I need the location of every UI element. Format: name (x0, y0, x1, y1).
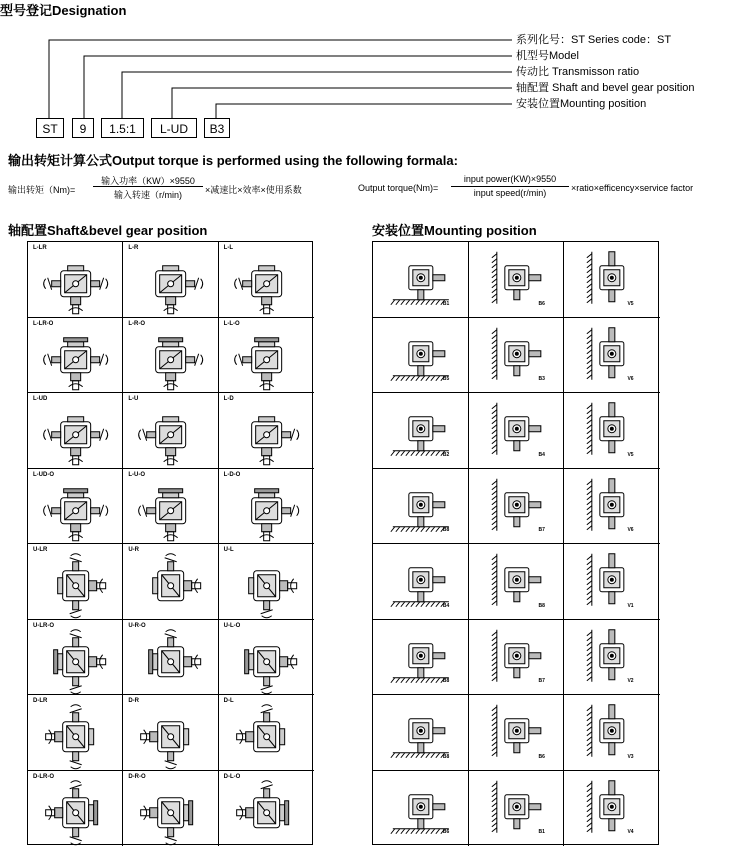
mounting-position-cell (469, 771, 565, 846)
mounting-position-cell (564, 242, 660, 318)
mounted-gearbox-icon (373, 469, 469, 545)
mounted-gearbox-icon (469, 771, 565, 846)
shaft-section-title: 轴配置Shaft&bevel gear position (8, 220, 207, 239)
gearbox-diagram-icon (219, 620, 314, 696)
shaft-config-label: L-LR-O (33, 321, 53, 327)
shaft-config-label: U-L (224, 547, 234, 553)
mounted-gearbox-icon (373, 620, 469, 696)
gearbox-diagram-icon (219, 318, 314, 394)
mounting-code-label: V5 (627, 301, 633, 307)
shaft-config-cell (28, 620, 123, 696)
mounted-gearbox-icon (469, 620, 565, 696)
shaft-config-label: L-U-O (128, 472, 145, 478)
series-code-box: ST (36, 118, 64, 138)
mounting-position-cell (564, 620, 660, 696)
mounting-code-label: B8 (443, 678, 449, 684)
mounted-gearbox-icon (564, 544, 660, 620)
mounting-code-label: V3 (627, 754, 633, 760)
en-fraction-line (451, 186, 569, 187)
mounting-position-cell (373, 544, 469, 620)
gearbox-diagram-icon (219, 771, 314, 846)
gearbox-diagram-icon (28, 771, 123, 846)
cn-formula-numerator: 输入功率（KW）×9550 (93, 174, 203, 187)
mounted-gearbox-icon (373, 242, 469, 318)
cn-fraction-line (93, 186, 203, 187)
shaft-config-cell (219, 318, 314, 394)
mounting-code-label: V5 (627, 452, 633, 458)
mounted-gearbox-icon (373, 771, 469, 846)
mounting-position-cell (469, 393, 565, 469)
shaft-config-label: D-R-O (128, 774, 145, 780)
mounting-code-label: B1 (538, 829, 544, 835)
gearbox-diagram-icon (123, 318, 218, 394)
mounted-gearbox-icon (564, 318, 660, 394)
gearbox-diagram-icon (123, 771, 218, 846)
model-code-box: 9 (72, 118, 94, 138)
mounting-position-cell (373, 620, 469, 696)
mounting-code-label: V6 (627, 376, 633, 382)
shaft-config-label: U-R (128, 547, 139, 553)
ratio-code-box: 1.5:1 (101, 118, 144, 138)
mounting-position-cell (373, 242, 469, 318)
shaft-config-label: U-LR (33, 547, 47, 553)
mounted-gearbox-icon (469, 393, 565, 469)
gearbox-diagram-icon (28, 544, 123, 620)
gearbox-diagram-icon (219, 469, 314, 545)
gearbox-diagram-icon (28, 620, 123, 696)
mounting-code-label: B4 (538, 452, 544, 458)
mounting-position-cell (564, 771, 660, 846)
shaft-code-box: L-UD (151, 118, 197, 138)
gearbox-diagram-icon (123, 242, 218, 318)
mounting-position-grid (372, 241, 659, 845)
shaft-config-cell (123, 318, 218, 394)
mounting-code-label: B1 (443, 301, 449, 307)
mounted-gearbox-icon (469, 544, 565, 620)
shaft-config-cell (28, 544, 123, 620)
mounting-position-cell (373, 393, 469, 469)
mounting-position-cell (564, 544, 660, 620)
mounted-gearbox-icon (469, 242, 565, 318)
shaft-config-label: L-U (128, 396, 138, 402)
designation-title: 型号登记Designation (0, 0, 126, 19)
shaft-config-label: L-R (128, 245, 138, 251)
mounted-gearbox-icon (373, 695, 469, 771)
mounted-gearbox-icon (373, 318, 469, 394)
mounted-gearbox-icon (564, 242, 660, 318)
gearbox-diagram-icon (28, 318, 123, 394)
gearbox-diagram-icon (123, 620, 218, 696)
mounting-position-cell (469, 469, 565, 545)
shaft-config-cell (219, 544, 314, 620)
mounting-position-cell (564, 469, 660, 545)
mounting-code-label: B5 (443, 376, 449, 382)
shaft-config-label: L-R-O (128, 321, 145, 327)
gearbox-diagram-icon (123, 393, 218, 469)
shaft-config-label: L-LR (33, 245, 47, 251)
mounting-code-label: B8 (443, 527, 449, 533)
shaft-config-label: L-UD (33, 396, 47, 402)
shaft-config-cell (123, 242, 218, 318)
shaft-config-label: U-L-O (224, 623, 241, 629)
mounted-gearbox-icon (564, 620, 660, 696)
shaft-config-cell (28, 469, 123, 545)
shaft-config-cell (219, 393, 314, 469)
gearbox-diagram-icon (219, 393, 314, 469)
mounting-position-cell (469, 318, 565, 394)
mounting-code-label: B7 (538, 678, 544, 684)
mounted-gearbox-icon (564, 393, 660, 469)
mounting-position-cell (469, 242, 565, 318)
en-formula-denominator: input speed(r/min) (451, 188, 569, 198)
mounting-position-label: 安装位置Mounting position (516, 98, 646, 110)
shaft-config-label: L-L-O (224, 321, 240, 327)
mounted-gearbox-icon (564, 469, 660, 545)
shaft-config-cell (219, 695, 314, 771)
shaft-position-label: 轴配置 Shaft and bevel gear position (516, 82, 695, 94)
shaft-config-cell (219, 242, 314, 318)
shaft-config-label: D-R (128, 698, 139, 704)
shaft-config-cell (28, 318, 123, 394)
gearbox-diagram-icon (28, 242, 123, 318)
mounting-code-label: B6 (538, 754, 544, 760)
mounted-gearbox-icon (564, 695, 660, 771)
shaft-config-label: D-LR (33, 698, 47, 704)
model-label: 机型号Model (516, 50, 579, 62)
mounting-code-label: B8 (443, 754, 449, 760)
mounting-code-label: B2 (443, 452, 449, 458)
mounting-position-cell (469, 544, 565, 620)
shaft-position-grid (27, 241, 313, 845)
mounting-code-label: B6 (538, 301, 544, 307)
shaft-config-label: L-UD-O (33, 472, 54, 478)
gearbox-diagram-icon (28, 393, 123, 469)
mounting-code-label: V2 (627, 678, 633, 684)
mounting-position-cell (373, 771, 469, 846)
cn-formula-prefix: 输出转矩（Nm)= (8, 183, 75, 196)
mounting-code-label: B3 (538, 376, 544, 382)
mounting-code-label: V1 (627, 603, 633, 609)
mounting-position-cell (373, 695, 469, 771)
gearbox-diagram-icon (219, 695, 314, 771)
shaft-config-label: L-D (224, 396, 234, 402)
mounting-code-label: V4 (627, 829, 633, 835)
formula-title: 输出转矩计算公式Output torque is performed using the following formala: (8, 150, 458, 169)
shaft-config-label: D-L-O (224, 774, 241, 780)
mounting-position-cell (469, 620, 565, 696)
shaft-config-label: L-D-O (224, 472, 241, 478)
en-formula-suffix: ×ratio×efficency×service factor (571, 183, 693, 193)
mounting-code-label: B4 (443, 603, 449, 609)
gearbox-diagram-icon (219, 242, 314, 318)
ratio-label: 传动比 Transmisson ratio (516, 66, 639, 78)
mounting-position-cell (469, 695, 565, 771)
mounted-gearbox-icon (564, 771, 660, 846)
gearbox-diagram-icon (219, 544, 314, 620)
mounted-gearbox-icon (469, 469, 565, 545)
shaft-config-cell (28, 393, 123, 469)
mounting-position-cell (373, 469, 469, 545)
shaft-config-cell (28, 242, 123, 318)
gearbox-diagram-icon (123, 469, 218, 545)
shaft-config-cell (28, 695, 123, 771)
mounting-code-label: B6 (443, 829, 449, 835)
mounted-gearbox-icon (469, 318, 565, 394)
mounted-gearbox-icon (373, 393, 469, 469)
gearbox-diagram-icon (28, 695, 123, 771)
gearbox-diagram-icon (123, 544, 218, 620)
mounting-code-box: B3 (204, 118, 230, 138)
shaft-config-cell (123, 771, 218, 846)
shaft-config-cell (219, 620, 314, 696)
shaft-config-label: U-R-O (128, 623, 145, 629)
mounting-position-cell (564, 695, 660, 771)
shaft-config-cell (123, 544, 218, 620)
mounting-code-label: B7 (538, 527, 544, 533)
gearbox-diagram-icon (28, 469, 123, 545)
mounting-code-label: V6 (627, 527, 633, 533)
shaft-config-label: U-LR-O (33, 623, 54, 629)
shaft-config-cell (219, 469, 314, 545)
series-code-label: 系列化号：ST Series code：ST (516, 34, 671, 46)
en-formula-prefix: Output torque(Nm)= (358, 183, 438, 193)
gearbox-diagram-icon (123, 695, 218, 771)
mounting-section-title: 安装位置Mounting position (372, 220, 537, 239)
mounted-gearbox-icon (469, 695, 565, 771)
cn-formula-suffix: ×减速比×效率×使用系数 (205, 183, 302, 196)
cn-formula-denominator: 输入转速（r/min) (93, 188, 203, 201)
shaft-config-cell (123, 393, 218, 469)
mounting-position-cell (373, 318, 469, 394)
mounting-code-label: B8 (538, 603, 544, 609)
mounting-position-cell (564, 318, 660, 394)
shaft-config-label: D-LR-O (33, 774, 54, 780)
mounting-position-cell (564, 393, 660, 469)
shaft-config-label: D-L (224, 698, 234, 704)
shaft-config-cell (123, 695, 218, 771)
shaft-config-cell (123, 469, 218, 545)
en-formula-numerator: input power(KW)×9550 (451, 174, 569, 184)
mounted-gearbox-icon (373, 544, 469, 620)
shaft-config-cell (28, 771, 123, 846)
shaft-config-label: L-L (224, 245, 233, 251)
shaft-config-cell (219, 771, 314, 846)
shaft-config-cell (123, 620, 218, 696)
